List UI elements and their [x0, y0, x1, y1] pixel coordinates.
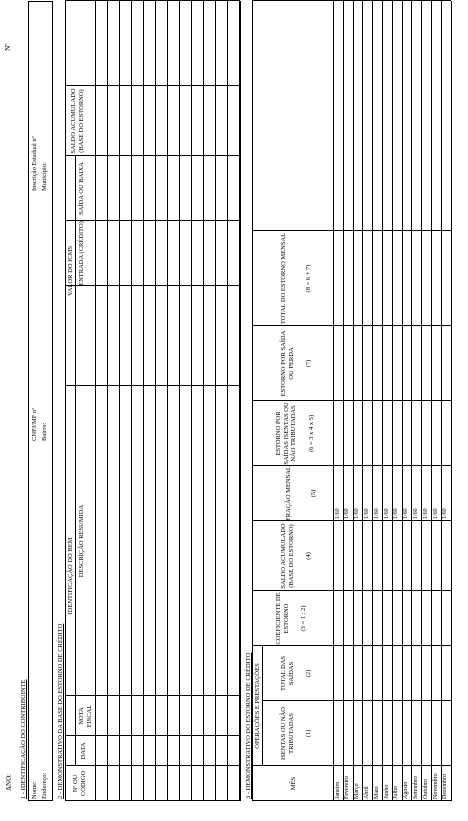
rule-line [179, 1, 180, 801]
rule-line [227, 1, 228, 801]
col-saldo-num: (4) [305, 552, 312, 560]
column-line [65, 0, 240, 1]
month-label: Dezembro [442, 774, 449, 799]
rule-line [65, 1, 66, 801]
col-isentas-header: ISENTAS OU NÃO TRIBUTADAS [280, 707, 295, 760]
ie-label: Inscrição Estadual nº [31, 136, 38, 191]
rule-line [382, 1, 383, 801]
group-operacoes-header: OPERAÇÕES E PRESTAÇÕES [254, 663, 261, 749]
fracao-cell: 1/60 [422, 508, 429, 519]
month-label: Setembro [412, 776, 419, 799]
col-estorno-perda-num: (7) [305, 359, 312, 368]
rule-line [252, 1, 253, 801]
nome-label: Nome: [31, 781, 38, 799]
col-estorno-saidas-num: (6 = 3 x 4 x 5) [308, 414, 315, 453]
fracao-cell: 1/60 [412, 508, 419, 519]
col-isentas-num: (1) [305, 729, 312, 738]
section2-title: 2 - DEMONSTRATIVO DA BASE DO ESTORNO DE CRÉDITO [57, 623, 64, 799]
municipio-label: Município: [41, 162, 48, 191]
col-nota-header: NOTA FISCAL [78, 704, 93, 728]
column-line [65, 765, 240, 766]
month-label: Outubro [422, 779, 429, 799]
col-estorno-saidas-header: ESTORNO POR SAÍDAS ISENTAS OU NÃO TRIBUTADAS [275, 402, 297, 465]
col-fracao-header: FRAÇÃO MENSAL [285, 466, 292, 521]
rule-line [372, 1, 373, 801]
rule-line [143, 1, 144, 801]
col-coef-num: (3 = 1 : 2) [300, 605, 307, 632]
rule-line [191, 1, 192, 801]
col-fracao-num: (5) [310, 489, 317, 498]
rule-line [353, 1, 354, 801]
month-label: Maio [373, 786, 380, 799]
section3-title: 3 - DEMONSTRATIVO DO ESTORNO DE CRÉDITO [245, 652, 252, 799]
col-coef-header: COEFICIENTE DE ESTORNO [275, 592, 290, 645]
section1-title: 1 - IDENTIFICAÇÃO DO CONTRIBUINTE [20, 679, 27, 799]
rule-line [402, 1, 403, 801]
column-line [65, 800, 240, 801]
rule-line [240, 1, 241, 801]
fracao-cell: 1/60 [344, 508, 351, 519]
fracao-cell: 1/60 [373, 508, 380, 519]
col-total-estorno-header: TOTAL DO ESTORNO MENSAL [280, 232, 287, 325]
fracao-cell: 1/60 [363, 508, 370, 519]
rule-line [155, 1, 156, 801]
col-total-estorno-num: (8 = 6 + 7) [305, 264, 312, 293]
rule-line [131, 1, 132, 801]
rule-line [203, 1, 204, 801]
fracao-cell: 1/60 [383, 508, 390, 519]
rule-line [215, 1, 216, 801]
rule-line [431, 1, 432, 801]
fracao-cell: 1/60 [403, 508, 410, 519]
fracao-cell: 1/60 [334, 508, 341, 519]
col-total-header: TOTAL DAS SAÍDAS [280, 655, 295, 692]
column-line [65, 285, 240, 286]
rule-line [392, 1, 393, 801]
month-label: Julho [393, 785, 400, 799]
col-mes-header: MÊS [290, 776, 297, 791]
rule-line [119, 1, 120, 801]
group-identificacao-header: IDENTIFICAÇÃO DO BEM [67, 537, 74, 615]
section1-box [28, 1, 53, 801]
rule-line [411, 1, 412, 801]
cnpj-label: CNPJ/MF nº [31, 407, 38, 441]
month-label: Abril [363, 786, 370, 799]
col-descricao-header: DESCRIÇÃO RESUMIDA [78, 504, 85, 578]
fracao-cell: 1/60 [432, 508, 439, 519]
col-saldo-header: SALDO ACUMULADO (BASE DO ESTORNO) [70, 88, 85, 154]
numero-label: Nº [3, 43, 12, 51]
column-line [65, 220, 240, 221]
month-label: Junho [383, 784, 390, 799]
rule-line [167, 1, 168, 801]
month-label: Março [354, 783, 361, 799]
rule-line [421, 1, 422, 801]
col-codigo-header: Nº OU CÓDIGO [72, 770, 87, 797]
rule-line [333, 1, 334, 801]
rule-line [343, 1, 344, 801]
month-label: Agosto [403, 781, 410, 799]
rule-line [451, 1, 452, 801]
column-line [65, 385, 240, 386]
col-estorno-perda-header: ESTORNO POR SAÍDA OU PERDA [280, 330, 295, 397]
month-label: Fevereiro [344, 776, 351, 799]
rule-line [239, 1, 240, 801]
fracao-cell: 1/60 [442, 508, 449, 519]
col-saida-header: SAÍDA OU BAIXA [78, 162, 85, 215]
month-label: Janeiro [334, 781, 341, 799]
bairro-label: Bairro: [41, 422, 48, 441]
column-line [65, 155, 240, 156]
col-entrada-header: ENTRADA (CRÉDITO) [78, 221, 85, 286]
col-data-header: DATA [80, 742, 87, 760]
column-line [65, 85, 240, 86]
endereco-label: Endereço: [41, 772, 48, 799]
ano-label: ANO: [5, 773, 13, 791]
fracao-cell: 1/60 [393, 508, 400, 519]
rule-line [95, 1, 96, 801]
group-icms-header: VALOR DO ICMS [67, 245, 74, 297]
rule-line [107, 1, 108, 801]
col-saldo-header: SALDO ACUMULADO (BASE DO ESTORNO) [280, 523, 295, 589]
rule-line [262, 646, 263, 766]
month-label: Novembro [432, 773, 439, 799]
rule-line [75, 156, 76, 386]
rule-line [75, 386, 76, 766]
rule-line [362, 1, 363, 801]
rule-line [441, 1, 442, 801]
col-total-num: (2) [305, 669, 312, 678]
fracao-cell: 1/60 [354, 508, 361, 519]
